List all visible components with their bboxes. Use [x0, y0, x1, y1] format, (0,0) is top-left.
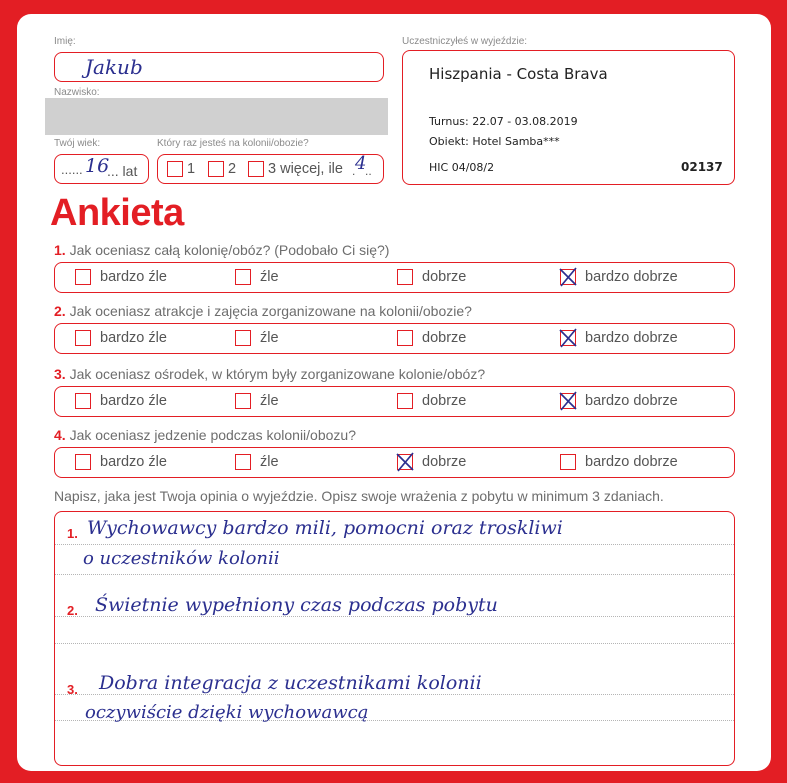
opinion-number-3: 3.: [67, 682, 78, 697]
age-prefix: ......: [61, 162, 83, 177]
checkbox-bardzo-dobrze-checked[interactable]: [560, 269, 576, 285]
times-count-value: 4: [355, 153, 367, 174]
option-label-bardzo-dobrze: bardzo dobrze: [585, 269, 678, 285]
question-number: 3.: [54, 366, 66, 382]
times-option-2: 2: [228, 161, 237, 177]
checkbox-bardzo-zle[interactable]: [75, 393, 91, 409]
option-label-dobrze: dobrze: [422, 454, 467, 470]
age-label: Twój wiek:: [54, 138, 101, 149]
option-label-zle: źle: [260, 330, 279, 346]
option-label-dobrze: dobrze: [422, 269, 467, 285]
question-label: Jak oceniasz atrakcje i zajęcia zorganizowane na kolonii/obozie?: [69, 303, 472, 319]
ruled-line: [55, 616, 734, 617]
surname-label: Nazwisko:: [54, 87, 100, 98]
trip-info-box: [402, 50, 735, 185]
checkbox-bardzo-zle[interactable]: [75, 269, 91, 285]
option-label-bardzo-dobrze: bardzo dobrze: [585, 330, 678, 346]
times-option-3: 3 więcej, ile: [268, 161, 343, 177]
opinion-box[interactable]: [54, 511, 735, 766]
checkbox-dobrze[interactable]: [397, 393, 413, 409]
name-label: Imię:: [54, 36, 76, 47]
participant-label: Uczestniczyłeś w wyjeździe:: [402, 36, 528, 47]
surname-redacted: [45, 98, 388, 135]
opinion-1-line-1: Wychowawcy bardzo mili, pomocni oraz troskliwi: [87, 517, 563, 539]
checkbox-dobrze[interactable]: [397, 269, 413, 285]
times-label: Który raz jesteś na kolonii/obozie?: [157, 138, 309, 149]
times-checkbox-1[interactable]: [167, 161, 183, 177]
ruled-line: [55, 643, 734, 644]
opinion-prompt: Napisz, jaka jest Twoja opinia o wyjeździe. Opisz swoje wrażenia z pobytu w minimum 3 zdaniach.: [54, 488, 664, 504]
times-checkbox-3[interactable]: [248, 161, 264, 177]
option-label-bardzo-zle: bardzo źle: [100, 330, 167, 346]
opinion-2-line-1: Świetnie wypełniony czas podczas pobytu: [95, 594, 498, 616]
page-title: Ankieta: [50, 192, 184, 234]
times-dots-after: ..: [365, 164, 372, 178]
checkbox-dobrze[interactable]: [397, 330, 413, 346]
checkbox-bardzo-zle[interactable]: [75, 454, 91, 470]
age-suffix: ... lat: [107, 163, 138, 179]
question-label: Jak oceniasz całą kolonię/obóz? (Podobało Ci się?): [69, 242, 390, 258]
option-label-bardzo-zle: bardzo źle: [100, 454, 167, 470]
checkbox-bardzo-dobrze[interactable]: [560, 454, 576, 470]
opinion-3-line-2: oczywiście dzięki wychowawcą: [85, 702, 369, 723]
survey-sheet: [17, 14, 771, 771]
question-1-text: [54, 242, 389, 258]
ruled-line: [55, 694, 734, 695]
name-field[interactable]: [54, 52, 384, 82]
question-number: 4.: [54, 427, 66, 443]
option-label-bardzo-zle: bardzo źle: [100, 393, 167, 409]
question-2-text: [54, 303, 472, 319]
checkbox-zle[interactable]: [235, 454, 251, 470]
ruled-line: [55, 574, 734, 575]
option-label-dobrze: dobrze: [422, 330, 467, 346]
option-label-zle: źle: [260, 393, 279, 409]
ruled-line: [55, 544, 734, 545]
times-checkbox-2[interactable]: [208, 161, 224, 177]
times-option-1: 1: [187, 161, 196, 177]
checkbox-bardzo-dobrze-checked[interactable]: [560, 330, 576, 346]
question-label: Jak oceniasz ośrodek, w którym były zorganizowane kolonie/obóz?: [69, 366, 486, 382]
question-2-options: [54, 323, 735, 354]
checkbox-dobrze-checked[interactable]: [397, 454, 413, 470]
option-label-zle: źle: [260, 454, 279, 470]
opinion-3-line-1: Dobra integracja z uczestnikami kolonii: [99, 672, 482, 694]
trip-number: 02137: [681, 160, 723, 174]
trip-turnus: Turnus: 22.07 - 03.08.2019: [429, 115, 578, 128]
opinion-number-1: 1.: [67, 526, 78, 541]
question-number: 2.: [54, 303, 66, 319]
question-4-text: [54, 427, 356, 443]
question-label: Jak oceniasz jedzenie podczas kolonii/obozu?: [69, 427, 356, 443]
name-value: Jakub: [85, 55, 143, 79]
times-dots-before: .: [352, 164, 356, 178]
option-label-zle: źle: [260, 269, 279, 285]
option-label-bardzo-dobrze: bardzo dobrze: [585, 454, 678, 470]
question-3-options: [54, 386, 735, 417]
checkbox-zle[interactable]: [235, 330, 251, 346]
trip-code: HIC 04/08/2: [429, 161, 495, 174]
opinion-number-2: 2.: [67, 603, 78, 618]
trip-destination: Hiszpania - Costa Brava: [429, 65, 608, 83]
question-1-options: [54, 262, 735, 293]
checkbox-zle[interactable]: [235, 269, 251, 285]
age-value: 16: [85, 155, 110, 177]
checkbox-bardzo-zle[interactable]: [75, 330, 91, 346]
option-label-bardzo-dobrze: bardzo dobrze: [585, 393, 678, 409]
question-number: 1.: [54, 242, 66, 258]
opinion-1-line-2: o uczestników kolonii: [83, 548, 280, 569]
times-field: [157, 154, 384, 184]
option-label-bardzo-zle: bardzo źle: [100, 269, 167, 285]
age-field[interactable]: [54, 154, 149, 184]
question-4-options: [54, 447, 735, 478]
trip-obiekt: Obiekt: Hotel Samba***: [429, 135, 560, 148]
question-3-text: [54, 366, 485, 382]
checkbox-bardzo-dobrze-checked[interactable]: [560, 393, 576, 409]
option-label-dobrze: dobrze: [422, 393, 467, 409]
checkbox-zle[interactable]: [235, 393, 251, 409]
